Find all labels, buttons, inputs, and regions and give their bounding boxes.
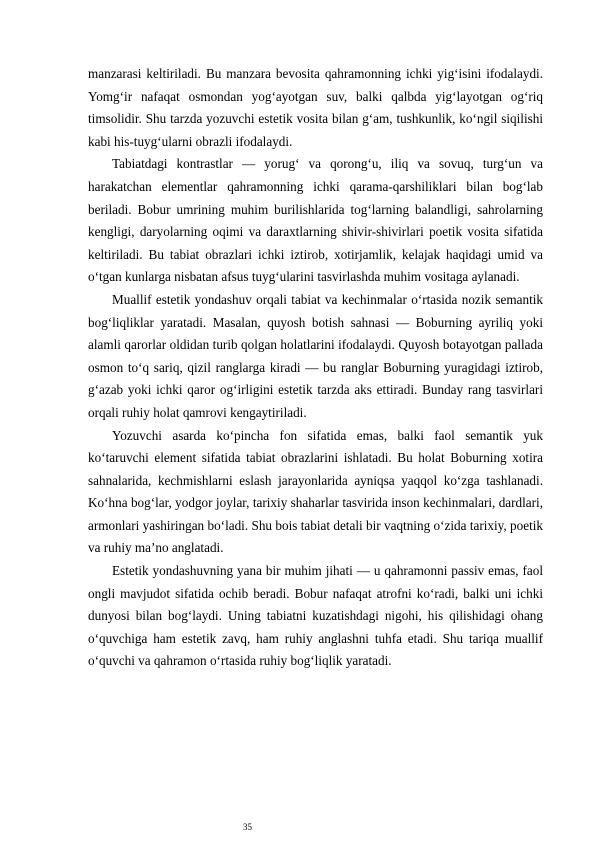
page-number: 35	[243, 822, 252, 832]
paragraph-3: Muallif estetik yondashuv orqali tabiat va kechinmalar o‘rtasida nozik semantik bog‘liqliklar yaratadi. Masalan, quyosh botish sahnasi — Boburning ayriliq yoki alamli qarorlar oldidan turib qolgan holatlarini ifodalaydi. Quyosh botayotgan pallada osmon to‘q sariq, qizil ranglarga kiradi — bu ranglar Boburning yuragidagi iztirob, g‘azab yoki ichki qaror og‘irligini estetik tarzda aks ettiradi. Bunday rang tasvirlari orqali ruhiy holat qamrovi kengaytiriladi.	[88, 291, 543, 420]
paragraph-5: Estetik yondashuvning yana bir muhim jihati — u qahramonni passiv emas, faol ongli mavjudot sifatida ochib beradi. Bobur nafaqat atrofni ko‘radi, balki uni ichki dunyosi bilan bog‘laydi. Uning tabiatni kuzatishdagi nigohi, his qilishidagi ohang o‘quvchiga ham estetik zavq, ham ruhiy anglashni tuhfa etadi. Shu tariqa muallif o‘quvchi va qahramon o‘rtasida ruhiy bog‘liqlik yaratadi.	[88, 563, 543, 669]
document-body	[88, 63, 543, 673]
paragraph-1: manzarasi keltiriladi. Bu manzara bevosita qahramonning ichki yig‘isini ifodalaydi. Yomg‘ir nafaqat osmondan yog‘ayotgan suv, balki qalbda yig‘layotgan og‘riq timsolidir. Shu tarzda yozuvchi estetik vosita bilan g‘am, tushkunlik, ko‘ngil siqilishi kabi his-tuyg‘ularni obrazli ifodalaydi.	[88, 66, 543, 149]
paragraph-2: Tabiatdagi kontrastlar — yorug‘ va qorong‘u, iliq va sovuq, turg‘un va harakatchan elementlar qahramonning ichki qarama-qarshiliklari bilan bog‘lab beriladi. Bobur umrining muhim burilishlarida tog‘larning balandligi, sahrolarning kengligi, daryolarning oqimi va daraxtlarning shivir-shivirlari poetik vosita sifatida keltiriladi. Bu tabiat obrazlari ichki iztirob, xotirjamlik, kelajak haqidagi umid va o‘tgan kunlarga nisbatan afsus tuyg‘ularini tasvirlashda muhim vositaga aylanadi.	[88, 156, 543, 285]
paragraph-4: Yozuvchi asarda ko‘pincha fon sifatida emas, balki faol semantik yuk ko‘taruvchi element sifatida tabiat obrazlarini ishlatadi. Bu holat Boburning xotira sahnalarida, kechmishlarni eslash jarayonlarida ayniqsa yaqqol ko‘zga tashlanadi. Ko‘hna bog‘lar, yodgor joylar, tarixiy shaharlar tasvirida inson kechinmalari, dardlari, armonlari yashiringan bo‘ladi. Shu bois tabiat detali bir vaqtning o‘zida tarixiy, poetik va ruhiy ma’no anglatadi.	[88, 427, 543, 556]
